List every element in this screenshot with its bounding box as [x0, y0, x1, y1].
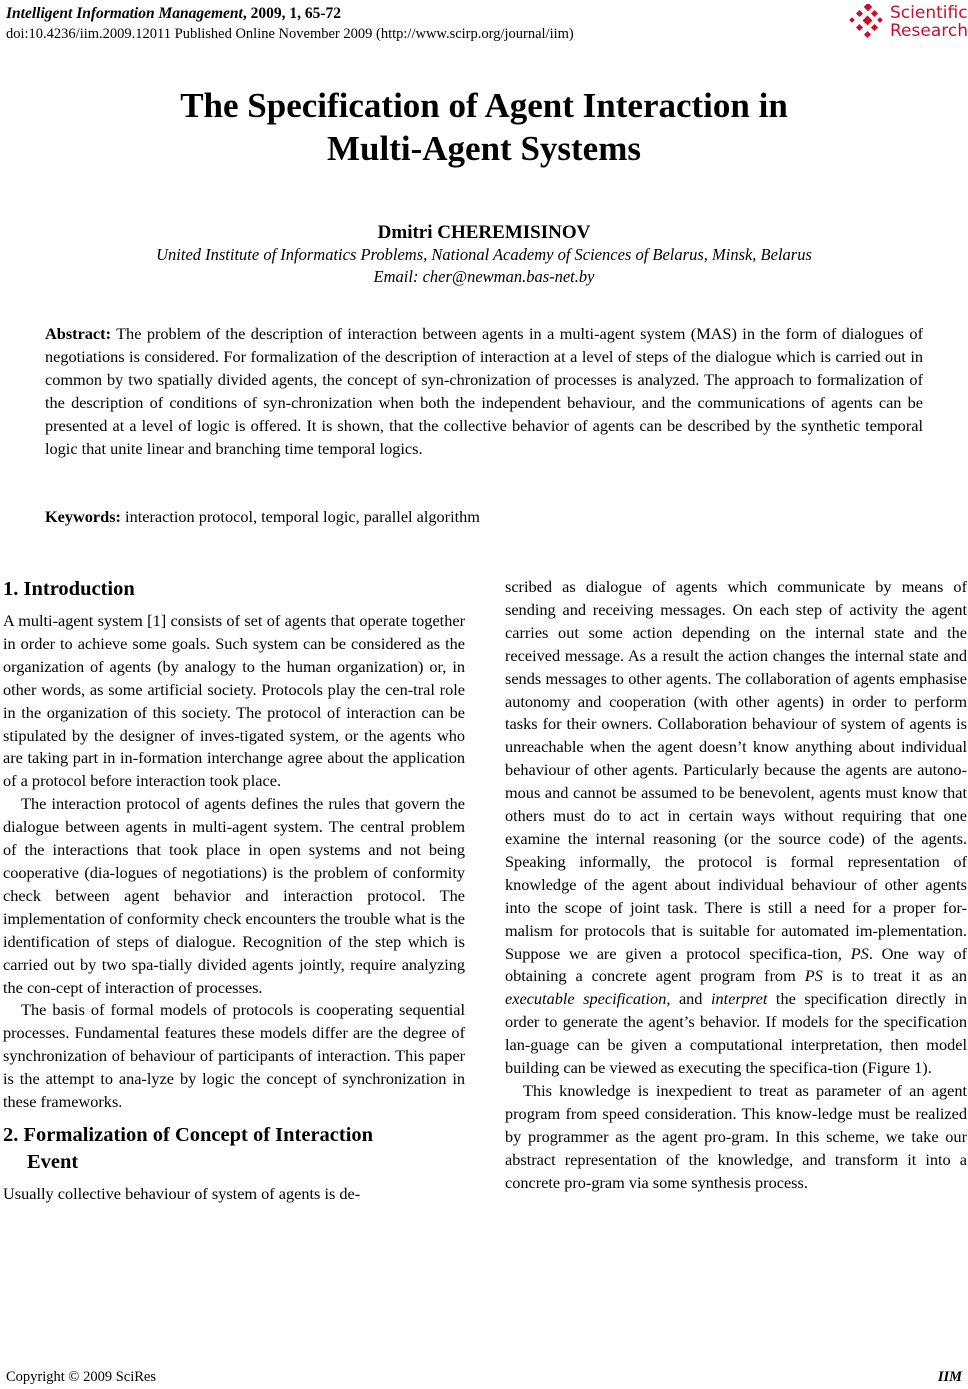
text-run: and	[670, 989, 711, 1009]
emphasis: executable specification,	[505, 989, 671, 1009]
keywords-text: interaction protocol, temporal logic, parallel algorithm	[120, 507, 480, 526]
paragraph: This knowledge is inexpedient to treat as parameter of an agent program from speed consideration. This know-ledge must be realized by programmer as the agent pro-gram. In this scheme, we take our abstract representation of the knowledge, and transform it into a concrete pro-gram via some synthesis process.	[505, 1080, 967, 1192]
section-heading-formalization	[3, 1122, 465, 1176]
abstract-text: The problem of the description of interaction between agents in a multi-agent system (MAS) in the form of dialogues of negotiations is considered. For formalization of the description of interaction at a level of steps of the dialogue which is carried out in common by two spatially divided agents, the concept of syn-chronization of processes is analyzed. The approach to formalization of the description of conditions of syn-chronization when both the independent behaviour, and the communications of agents can be presented at a level of logic is offered. It is shown, that the collective behavior of agents can be described by the synthetic temporal logic that unite linear and branching time temporal logics.	[45, 324, 923, 458]
logo-line-2: Research	[890, 21, 968, 41]
email-address: : cher@newman.bas-net.by	[412, 267, 595, 286]
paper-title	[0, 84, 968, 170]
logo-line-1: Scientific	[890, 3, 968, 23]
emphasis: PS	[804, 966, 823, 986]
text-run: scribed as dialogue of agents which communicate by means of sending and receiving messages. On each step of activity the agent carries out some action depending on the internal state and the received message. As a result the action changes the internal state and sends messages to other agents. The collaboration of agents emphasise autonomy and cooperation (with other agents) in order to perform tasks for their owners. Collaboration behaviour of system of agents is unreachable when the agent doesn’t know anything about individual behaviour of other agents. Particularly because the agents are autono-mous and cannot be assumed to be benevolent, agents must know that others must do to act in certain ways without requiring that one examine the internal reasoning (or the source code) of the agents. Speaking informally, the protocol is formal representation of knowledge of the agent about individual behaviour of other agents into the scope of joint task. There is still a need for a proper for-malism for protocols that is suitable for automated im-plementation. Suppose we are given a protocol specifica-tion,	[505, 577, 967, 963]
paragraph	[505, 576, 967, 1080]
abstract	[45, 322, 923, 460]
publisher-logo	[848, 2, 966, 46]
email-label: Email	[373, 267, 413, 286]
text-run: the specification directly in order to generate the agent’s behavior. If models for the specification lan-guage can be given a computational interpretation, then model building can be viewed as executing the specifica-tion (Figure 1).	[505, 989, 967, 1078]
keywords	[45, 507, 923, 527]
journal-volume: , 2009, 1, 65-72	[242, 5, 342, 22]
title-line-1: The Specification of Agent Interaction in	[180, 86, 788, 125]
text-run: . One way of obtaining a concrete agent program from	[505, 943, 968, 986]
copyright-footer: Copyright © 2009 SciRes	[6, 1369, 156, 1385]
emphasis: interpret	[711, 989, 768, 1009]
section-heading-introduction: 1. Introduction	[3, 578, 135, 600]
author-email	[0, 267, 968, 287]
text-run: is to treat it as an	[822, 966, 967, 986]
keywords-label: Keywords:	[45, 507, 121, 526]
emphasis: PS	[850, 943, 869, 963]
left-column	[3, 576, 465, 1206]
right-column	[505, 576, 967, 1194]
paragraph: The interaction protocol of agents defines the rules that govern the dialogue between agents in multi-agent system. The central problem of the interactions that took place in open systems and not being cooperative (dia-logues of negotiations) is the problem of conformity check between agent behavior and interaction protocol. The implementation of conformity check encounters the trouble what is the identification of steps of dialogue. Recognition of the step which is carried out by two spa-tially divided agents jointly, require analyzing the con-cept of interaction of processes.	[3, 794, 465, 997]
author-affiliation: United Institute of Informatics Problems, National Academy of Sciences of Belarus, Minsk, Belarus	[156, 245, 812, 264]
heading-line-1: 2. Formalization of Concept of Interaction	[3, 1123, 374, 1146]
journal-abbreviation: IIM	[937, 1369, 962, 1385]
doi-line: doi:10.4236/iim.2009.12011 Published Online November 2009 (http://www.scirp.org/journal/iim)	[6, 26, 574, 42]
heading-line-2: Event	[27, 1150, 79, 1173]
paragraph: A multi-agent system [1] consists of set of agents that operate together in order to achieve some goals. Such system can be considered as the organization of agents (by analogy to the human organization) or, in other words, as some artificial society. Protocols play the cen-tral role in the organization of this society. The protocol of interaction can be stipulated by the designer of inves-tigated system, or the agents who are taking part in in-formation interchange agree about the application of a protocol before interaction took place.	[3, 611, 465, 791]
journal-name: Intelligent Information Management	[6, 5, 243, 22]
title-line-2: Multi-Agent Systems	[327, 129, 641, 168]
journal-citation	[6, 5, 341, 23]
publisher-logo-icon	[848, 4, 884, 40]
paragraph: The basis of formal models of protocols is cooperating sequential processes. Fundamental features these models differ are the degree of synchronization of behaviour of participants of interaction. This paper is the attempt to ana-lyze by logic the concept of synchronization in these frameworks.	[3, 1000, 465, 1112]
author-name: Dmitri CHEREMISINOV	[377, 222, 591, 243]
paragraph: Usually collective behaviour of system of agents is de-	[3, 1183, 361, 1203]
abstract-label: Abstract:	[45, 324, 112, 343]
